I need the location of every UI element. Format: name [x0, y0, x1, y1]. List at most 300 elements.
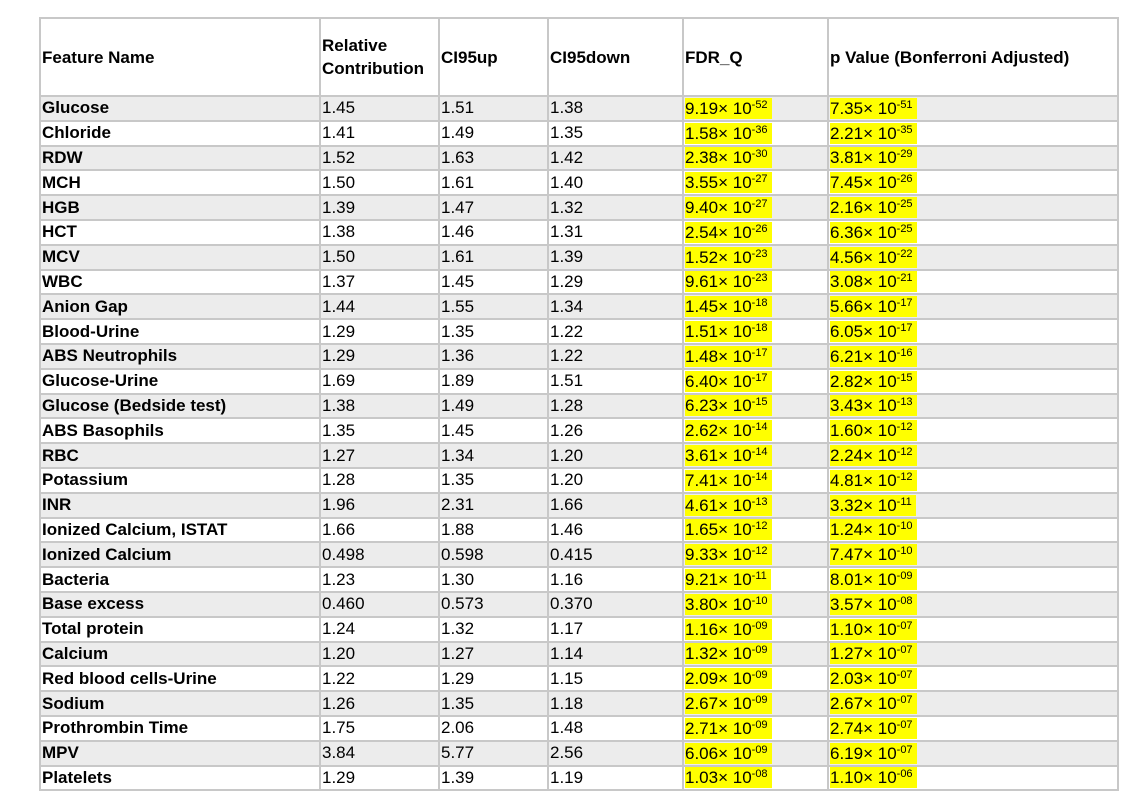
fdr-q-highlight: $2.62\times 10^{-14}$ — [685, 420, 772, 441]
ci95up-cell: 1.51 — [439, 96, 548, 121]
fdr-q-cell — [683, 493, 828, 518]
relative-contribution-cell: 1.23 — [320, 567, 439, 592]
fdr-q-exponent: -10 — [751, 594, 768, 607]
fdr-q-cell — [683, 418, 828, 443]
fdr-q-highlight: $9.61\times 10^{-23}$ — [685, 271, 772, 292]
p-value-exponent: -08 — [896, 594, 913, 607]
ci95down-cell: 1.22 — [548, 319, 683, 344]
ci95down-cell: 1.26 — [548, 418, 683, 443]
p-value-cell — [828, 617, 1118, 642]
table-row — [40, 493, 1118, 518]
p-value-exponent: -11 — [896, 495, 912, 508]
fdr-q-mantissa: 1.52 — [685, 247, 719, 267]
feature-name-cell: Bacteria — [40, 567, 320, 592]
fdr-q-cell — [683, 294, 828, 319]
table-row — [40, 766, 1118, 791]
table-row — [40, 666, 1118, 691]
p-value-exponent: -26 — [896, 173, 913, 186]
fdr-q-highlight: $6.06\times 10^{-09}$ — [685, 743, 772, 764]
ci95up-cell: 1.35 — [439, 468, 548, 493]
ci95up-cell: 1.35 — [439, 319, 548, 344]
feature-name-cell: HGB — [40, 195, 320, 220]
fdr-q-exponent: -14 — [751, 421, 768, 434]
p-value-exponent: -12 — [896, 421, 913, 434]
ci95down-cell: 1.28 — [548, 394, 683, 419]
p-value-exponent: -12 — [896, 470, 913, 483]
relative-contribution-cell: 1.29 — [320, 766, 439, 791]
p-value-exponent: -07 — [896, 669, 913, 682]
feature-name-cell: MCV — [40, 245, 320, 270]
p-value-highlight: $6.19\times 10^{-07}$ — [830, 743, 917, 764]
ci95up-cell: 1.27 — [439, 642, 548, 667]
feature-name-cell: Calcium — [40, 642, 320, 667]
p-value-highlight: $3.08\times 10^{-21}$ — [830, 271, 917, 292]
fdr-q-highlight: $1.65\times 10^{-12}$ — [685, 519, 772, 540]
ci95down-cell: 1.19 — [548, 766, 683, 791]
p-value-exponent: -12 — [896, 446, 913, 459]
fdr-q-cell — [683, 195, 828, 220]
p-value-cell — [828, 245, 1118, 270]
feature-name-cell: RBC — [40, 443, 320, 468]
header-ci95down: CI95down — [548, 18, 683, 96]
ci95down-cell: 1.16 — [548, 567, 683, 592]
ci95down-cell: 0.370 — [548, 592, 683, 617]
p-value-mantissa: 2.67 — [830, 694, 864, 714]
p-value-highlight: $2.67\times 10^{-07}$ — [830, 693, 917, 714]
fdr-q-highlight: $3.80\times 10^{-10}$ — [685, 594, 772, 615]
p-value-cell — [828, 592, 1118, 617]
feature-name-cell: MCH — [40, 170, 320, 195]
ci95down-cell: 1.42 — [548, 146, 683, 171]
ci95up-cell: 5.77 — [439, 741, 548, 766]
relative-contribution-cell: 1.37 — [320, 270, 439, 295]
p-value-highlight: $2.82\times 10^{-15}$ — [830, 371, 917, 392]
ci95up-cell: 1.39 — [439, 766, 548, 791]
header-p-value: p Value (Bonferroni Adjusted) — [828, 18, 1118, 96]
table-row — [40, 319, 1118, 344]
fdr-q-mantissa: 9.61 — [685, 272, 719, 292]
p-value-highlight: $3.81\times 10^{-29}$ — [830, 147, 917, 168]
table-row — [40, 394, 1118, 419]
p-value-highlight: $6.36\times 10^{-25}$ — [830, 222, 917, 243]
p-value-cell — [828, 220, 1118, 245]
p-value-cell — [828, 443, 1118, 468]
p-value-cell — [828, 270, 1118, 295]
table-row — [40, 96, 1118, 121]
relative-contribution-cell: 1.35 — [320, 418, 439, 443]
fdr-q-mantissa: 2.38 — [685, 148, 719, 168]
p-value-mantissa: 4.56 — [830, 247, 864, 267]
fdr-q-exponent: -14 — [751, 470, 768, 483]
ci95up-cell: 1.49 — [439, 394, 548, 419]
fdr-q-mantissa: 2.09 — [685, 669, 719, 689]
p-value-highlight: $1.24\times 10^{-10}$ — [830, 519, 917, 540]
p-value-highlight: $3.32\times 10^{-11}$ — [830, 495, 916, 516]
relative-contribution-cell: 0.498 — [320, 542, 439, 567]
p-value-highlight: $2.21\times 10^{-35}$ — [830, 123, 917, 144]
fdr-q-cell — [683, 96, 828, 121]
p-value-cell — [828, 542, 1118, 567]
p-value-mantissa: 7.35 — [830, 98, 864, 118]
fdr-q-cell — [683, 468, 828, 493]
feature-name-cell: Red blood cells-Urine — [40, 666, 320, 691]
feature-name-cell: HCT — [40, 220, 320, 245]
p-value-mantissa: 3.08 — [830, 272, 864, 292]
header-fdr-q: FDR_Q — [683, 18, 828, 96]
fdr-q-mantissa: 7.41 — [685, 470, 719, 490]
table-row — [40, 567, 1118, 592]
p-value-cell — [828, 468, 1118, 493]
ci95down-cell: 1.32 — [548, 195, 683, 220]
fdr-q-mantissa: 6.40 — [685, 371, 719, 391]
p-value-exponent: -25 — [896, 222, 913, 235]
ci95down-cell: 1.14 — [548, 642, 683, 667]
p-value-highlight: $3.43\times 10^{-13}$ — [830, 395, 917, 416]
p-value-cell — [828, 518, 1118, 543]
p-value-mantissa: 7.47 — [830, 545, 864, 565]
ci95down-cell: 1.34 — [548, 294, 683, 319]
p-value-mantissa: 3.43 — [830, 396, 864, 416]
fdr-q-exponent: -09 — [751, 694, 768, 707]
ci95down-cell: 1.40 — [548, 170, 683, 195]
fdr-q-exponent: -15 — [751, 396, 768, 409]
fdr-q-exponent: -30 — [751, 148, 768, 161]
fdr-q-highlight: $1.52\times 10^{-23}$ — [685, 247, 772, 268]
fdr-q-mantissa: 1.45 — [685, 297, 719, 317]
p-value-mantissa: 2.82 — [830, 371, 864, 391]
fdr-q-mantissa: 3.61 — [685, 446, 719, 466]
p-value-cell — [828, 319, 1118, 344]
fdr-q-mantissa: 2.67 — [685, 694, 719, 714]
fdr-q-cell — [683, 766, 828, 791]
ci95up-cell: 1.49 — [439, 121, 548, 146]
fdr-q-exponent: -08 — [751, 768, 768, 781]
table-row — [40, 195, 1118, 220]
p-value-exponent: -07 — [896, 644, 913, 657]
ci95down-cell: 1.17 — [548, 617, 683, 642]
relative-contribution-cell: 1.26 — [320, 691, 439, 716]
relative-contribution-cell: 0.460 — [320, 592, 439, 617]
feature-name-cell: Total protein — [40, 617, 320, 642]
p-value-exponent: -17 — [896, 297, 913, 310]
ci95up-cell: 1.45 — [439, 270, 548, 295]
ci95down-cell: 1.20 — [548, 443, 683, 468]
ci95up-cell: 1.34 — [439, 443, 548, 468]
p-value-cell — [828, 567, 1118, 592]
p-value-cell — [828, 691, 1118, 716]
p-value-mantissa: 2.74 — [830, 718, 864, 738]
ci95down-cell: 1.38 — [548, 96, 683, 121]
p-value-highlight: $7.45\times 10^{-26}$ — [830, 172, 917, 193]
p-value-exponent: -07 — [896, 694, 913, 707]
p-value-exponent: -17 — [896, 322, 913, 335]
p-value-cell — [828, 493, 1118, 518]
header-relative-contribution: Relative Contribution — [320, 18, 439, 96]
p-value-mantissa: 2.24 — [830, 446, 864, 466]
header-row — [40, 18, 1118, 96]
feature-name-cell: INR — [40, 493, 320, 518]
fdr-q-cell — [683, 642, 828, 667]
p-value-highlight: $2.24\times 10^{-12}$ — [830, 445, 917, 466]
ci95up-cell: 1.35 — [439, 691, 548, 716]
ci95down-cell: 1.48 — [548, 716, 683, 741]
p-value-highlight: $4.56\times 10^{-22}$ — [830, 247, 917, 268]
fdr-q-cell — [683, 220, 828, 245]
fdr-q-cell — [683, 518, 828, 543]
fdr-q-exponent: -52 — [751, 98, 768, 111]
fdr-q-cell — [683, 741, 828, 766]
table-row — [40, 344, 1118, 369]
p-value-exponent: -09 — [896, 570, 913, 583]
feature-name-cell: Glucose (Bedside test) — [40, 394, 320, 419]
fdr-q-exponent: -27 — [751, 198, 768, 211]
ci95up-cell: 2.31 — [439, 493, 548, 518]
fdr-q-exponent: -09 — [751, 743, 768, 756]
feature-name-cell: Glucose — [40, 96, 320, 121]
p-value-mantissa: 1.10 — [830, 619, 864, 639]
fdr-q-exponent: -18 — [751, 322, 768, 335]
fdr-q-cell — [683, 691, 828, 716]
p-value-exponent: -16 — [896, 346, 913, 359]
fdr-q-exponent: -09 — [751, 718, 768, 731]
fdr-q-exponent: -26 — [751, 222, 768, 235]
ci95down-cell: 1.39 — [548, 245, 683, 270]
fdr-q-highlight: $9.33\times 10^{-12}$ — [685, 544, 772, 565]
relative-contribution-cell: 1.50 — [320, 245, 439, 270]
p-value-mantissa: 1.10 — [830, 768, 864, 788]
relative-contribution-cell: 1.20 — [320, 642, 439, 667]
relative-contribution-cell: 1.50 — [320, 170, 439, 195]
p-value-mantissa: 7.45 — [830, 173, 864, 193]
fdr-q-exponent: -09 — [751, 669, 768, 682]
ci95up-cell: 1.88 — [439, 518, 548, 543]
fdr-q-mantissa: 1.32 — [685, 644, 719, 664]
fdr-q-mantissa: 9.19 — [685, 98, 719, 118]
fdr-q-highlight: $2.54\times 10^{-26}$ — [685, 222, 772, 243]
fdr-q-highlight: $1.48\times 10^{-17}$ — [685, 346, 772, 367]
fdr-q-highlight: $9.40\times 10^{-27}$ — [685, 197, 772, 218]
table-row — [40, 170, 1118, 195]
relative-contribution-cell: 1.44 — [320, 294, 439, 319]
fdr-q-highlight: $2.67\times 10^{-09}$ — [685, 693, 772, 714]
p-value-mantissa: 5.66 — [830, 297, 864, 317]
fdr-q-highlight: $2.38\times 10^{-30}$ — [685, 147, 772, 168]
feature-name-cell: Prothrombin Time — [40, 716, 320, 741]
p-value-exponent: -51 — [896, 98, 913, 111]
p-value-cell — [828, 369, 1118, 394]
fdr-q-highlight: $1.51\times 10^{-18}$ — [685, 321, 772, 342]
fdr-q-cell — [683, 369, 828, 394]
p-value-mantissa: 2.03 — [830, 669, 864, 689]
fdr-q-cell — [683, 666, 828, 691]
table-row — [40, 146, 1118, 171]
fdr-q-mantissa: 3.55 — [685, 173, 719, 193]
p-value-mantissa: 6.21 — [830, 346, 864, 366]
p-value-highlight: $5.66\times 10^{-17}$ — [830, 296, 917, 317]
feature-name-cell: Ionized Calcium — [40, 542, 320, 567]
fdr-q-mantissa: 9.40 — [685, 198, 719, 218]
relative-contribution-cell: 1.66 — [320, 518, 439, 543]
fdr-q-exponent: -18 — [751, 297, 768, 310]
ci95down-cell: 1.20 — [548, 468, 683, 493]
fdr-q-highlight: $6.23\times 10^{-15}$ — [685, 395, 772, 416]
p-value-exponent: -07 — [896, 718, 913, 731]
fdr-q-cell — [683, 542, 828, 567]
p-value-highlight: $1.27\times 10^{-07}$ — [830, 643, 917, 664]
relative-contribution-cell: 1.75 — [320, 716, 439, 741]
table-row — [40, 642, 1118, 667]
p-value-mantissa: 3.32 — [830, 495, 864, 515]
p-value-exponent: -10 — [896, 520, 913, 533]
fdr-q-mantissa: 6.23 — [685, 396, 719, 416]
p-value-cell — [828, 146, 1118, 171]
p-value-highlight: $8.01\times 10^{-09}$ — [830, 569, 917, 590]
p-value-highlight: $7.35\times 10^{-51}$ — [830, 98, 917, 119]
table-row — [40, 220, 1118, 245]
header-feature-name: Feature Name — [40, 18, 320, 96]
table-row — [40, 691, 1118, 716]
p-value-highlight: $2.16\times 10^{-25}$ — [830, 197, 917, 218]
p-value-cell — [828, 195, 1118, 220]
fdr-q-exponent: -23 — [751, 272, 768, 285]
ci95up-cell: 0.598 — [439, 542, 548, 567]
p-value-mantissa: 6.36 — [830, 222, 864, 242]
fdr-q-mantissa: 9.21 — [685, 570, 719, 590]
fdr-q-cell — [683, 443, 828, 468]
p-value-highlight: $1.10\times 10^{-07}$ — [830, 619, 917, 640]
ci95down-cell: 1.15 — [548, 666, 683, 691]
table-row — [40, 592, 1118, 617]
fdr-q-cell — [683, 146, 828, 171]
fdr-q-highlight: $1.32\times 10^{-09}$ — [685, 643, 772, 664]
p-value-exponent: -10 — [896, 545, 913, 558]
ci95up-cell: 1.89 — [439, 369, 548, 394]
p-value-cell — [828, 666, 1118, 691]
p-value-mantissa: 6.19 — [830, 743, 864, 763]
feature-name-cell: Base excess — [40, 592, 320, 617]
fdr-q-cell — [683, 319, 828, 344]
feature-name-cell: Sodium — [40, 691, 320, 716]
relative-contribution-cell: 1.69 — [320, 369, 439, 394]
p-value-exponent: -29 — [896, 148, 913, 161]
ci95down-cell: 1.46 — [548, 518, 683, 543]
fdr-q-highlight: $6.40\times 10^{-17}$ — [685, 371, 772, 392]
p-value-highlight: $3.57\times 10^{-08}$ — [830, 594, 917, 615]
fdr-q-exponent: -09 — [751, 644, 768, 657]
fdr-q-mantissa: 3.80 — [685, 594, 719, 614]
p-value-cell — [828, 766, 1118, 791]
relative-contribution-cell: 1.29 — [320, 344, 439, 369]
p-value-mantissa: 1.24 — [830, 520, 864, 540]
relative-contribution-cell: 1.27 — [320, 443, 439, 468]
feature-name-cell: Ionized Calcium, ISTAT — [40, 518, 320, 543]
p-value-mantissa: 3.81 — [830, 148, 864, 168]
p-value-mantissa: 1.60 — [830, 421, 864, 441]
ci95up-cell: 0.573 — [439, 592, 548, 617]
relative-contribution-cell: 1.29 — [320, 319, 439, 344]
feature-name-cell: RDW — [40, 146, 320, 171]
p-value-highlight: $1.10\times 10^{-06}$ — [830, 767, 917, 788]
ci95up-cell: 1.61 — [439, 170, 548, 195]
relative-contribution-cell: 1.39 — [320, 195, 439, 220]
p-value-exponent: -25 — [896, 198, 913, 211]
fdr-q-highlight: $1.03\times 10^{-08}$ — [685, 767, 772, 788]
p-value-cell — [828, 170, 1118, 195]
p-value-cell — [828, 344, 1118, 369]
fdr-q-highlight: $2.09\times 10^{-09}$ — [685, 668, 772, 689]
fdr-q-mantissa: 2.54 — [685, 222, 719, 242]
fdr-q-mantissa: 2.62 — [685, 421, 719, 441]
relative-contribution-cell: 1.28 — [320, 468, 439, 493]
table-row — [40, 294, 1118, 319]
p-value-cell — [828, 741, 1118, 766]
fdr-q-cell — [683, 270, 828, 295]
fdr-q-cell — [683, 344, 828, 369]
table-row — [40, 468, 1118, 493]
ci95up-cell: 1.47 — [439, 195, 548, 220]
p-value-exponent: -06 — [896, 768, 913, 781]
fdr-q-highlight: $3.61\times 10^{-14}$ — [685, 445, 772, 466]
p-value-exponent: -07 — [896, 619, 913, 632]
p-value-cell — [828, 121, 1118, 146]
fdr-q-exponent: -17 — [751, 346, 768, 359]
table-row — [40, 270, 1118, 295]
ci95down-cell: 1.22 — [548, 344, 683, 369]
fdr-q-mantissa: 1.58 — [685, 123, 719, 143]
fdr-q-mantissa: 2.71 — [685, 718, 719, 738]
p-value-exponent: -35 — [896, 123, 913, 136]
fdr-q-mantissa: 1.65 — [685, 520, 719, 540]
ci95up-cell: 1.55 — [439, 294, 548, 319]
fdr-q-exponent: -23 — [751, 247, 768, 260]
fdr-q-highlight: $9.21\times 10^{-11}$ — [685, 569, 771, 590]
p-value-mantissa: 2.16 — [830, 198, 864, 218]
fdr-q-highlight: $1.16\times 10^{-09}$ — [685, 619, 772, 640]
fdr-q-cell — [683, 716, 828, 741]
relative-contribution-cell: 3.84 — [320, 741, 439, 766]
fdr-q-exponent: -17 — [751, 371, 768, 384]
ci95up-cell: 1.45 — [439, 418, 548, 443]
feature-table — [39, 17, 1119, 791]
fdr-q-highlight: $3.55\times 10^{-27}$ — [685, 172, 772, 193]
fdr-q-mantissa: 4.61 — [685, 495, 719, 515]
fdr-q-mantissa: 1.51 — [685, 322, 719, 342]
p-value-highlight: $7.47\times 10^{-10}$ — [830, 544, 917, 565]
fdr-q-highlight: $1.58\times 10^{-36}$ — [685, 123, 772, 144]
p-value-highlight: $6.05\times 10^{-17}$ — [830, 321, 917, 342]
fdr-q-exponent: -12 — [751, 545, 768, 558]
p-value-mantissa: 3.57 — [830, 594, 864, 614]
ci95down-cell: 1.35 — [548, 121, 683, 146]
table-row — [40, 741, 1118, 766]
fdr-q-exponent: -13 — [751, 495, 768, 508]
ci95down-cell: 1.29 — [548, 270, 683, 295]
p-value-mantissa: 8.01 — [830, 570, 864, 590]
fdr-q-highlight: $2.71\times 10^{-09}$ — [685, 718, 772, 739]
fdr-q-exponent: -27 — [751, 173, 768, 186]
relative-contribution-cell: 1.41 — [320, 121, 439, 146]
relative-contribution-cell: 1.52 — [320, 146, 439, 171]
fdr-q-cell — [683, 394, 828, 419]
p-value-cell — [828, 642, 1118, 667]
table-row — [40, 443, 1118, 468]
feature-name-cell: Blood-Urine — [40, 319, 320, 344]
header-ci95up: CI95up — [439, 18, 548, 96]
feature-name-cell: Chloride — [40, 121, 320, 146]
p-value-highlight: $2.03\times 10^{-07}$ — [830, 668, 917, 689]
table-row — [40, 518, 1118, 543]
p-value-cell — [828, 418, 1118, 443]
